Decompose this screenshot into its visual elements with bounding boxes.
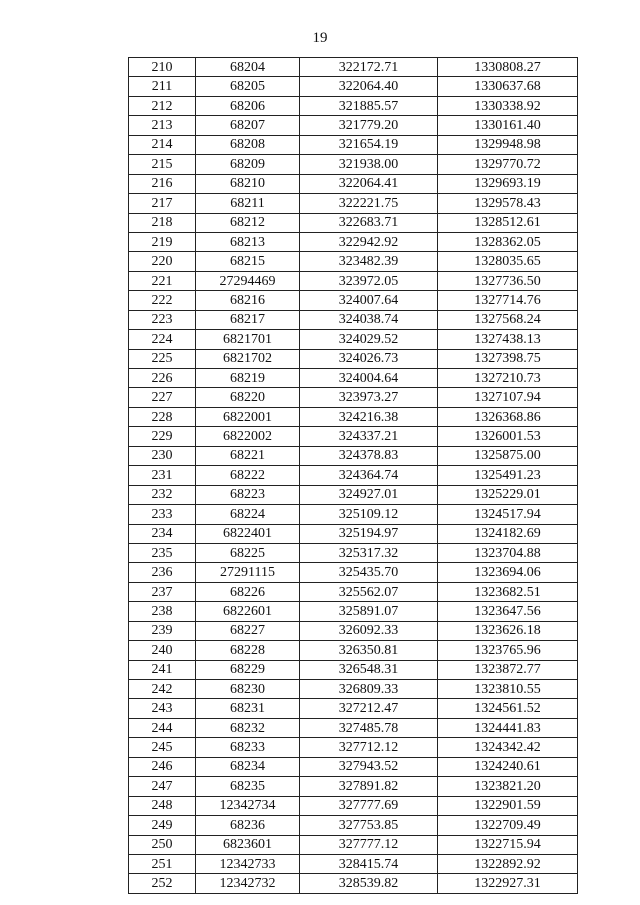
y-coordinate-cell: 1325491.23: [438, 466, 578, 485]
row-index-cell: 214: [129, 135, 196, 154]
x-coordinate-cell: 325891.07: [300, 602, 438, 621]
row-index-cell: 247: [129, 777, 196, 796]
point-id-cell: 68235: [196, 777, 300, 796]
x-coordinate-cell: 324004.64: [300, 369, 438, 388]
row-index-cell: 245: [129, 738, 196, 757]
row-index-cell: 238: [129, 602, 196, 621]
y-coordinate-cell: 1326001.53: [438, 427, 578, 446]
row-index-cell: 248: [129, 796, 196, 815]
x-coordinate-cell: 325435.70: [300, 563, 438, 582]
y-coordinate-cell: 1324240.61: [438, 757, 578, 776]
x-coordinate-cell: 327943.52: [300, 757, 438, 776]
table-row: [129, 388, 578, 407]
x-coordinate-cell: 322942.92: [300, 232, 438, 251]
y-coordinate-cell: 1323821.20: [438, 777, 578, 796]
table-row: [129, 641, 578, 660]
y-coordinate-cell: 1323682.51: [438, 582, 578, 601]
table-row: [129, 563, 578, 582]
table-row: [129, 349, 578, 368]
row-index-cell: 241: [129, 660, 196, 679]
x-coordinate-cell: 324026.73: [300, 349, 438, 368]
point-id-cell: 68221: [196, 446, 300, 465]
y-coordinate-cell: 1323647.56: [438, 602, 578, 621]
point-id-cell: 68223: [196, 485, 300, 504]
y-coordinate-cell: 1327107.94: [438, 388, 578, 407]
row-index-cell: 250: [129, 835, 196, 854]
x-coordinate-cell: 326809.33: [300, 680, 438, 699]
table-row: [129, 174, 578, 193]
row-index-cell: 227: [129, 388, 196, 407]
row-index-cell: 224: [129, 330, 196, 349]
row-index-cell: 228: [129, 407, 196, 426]
point-id-cell: 68232: [196, 718, 300, 737]
row-index-cell: 244: [129, 718, 196, 737]
y-coordinate-cell: 1324561.52: [438, 699, 578, 718]
row-index-cell: 212: [129, 96, 196, 115]
point-id-cell: 27294469: [196, 271, 300, 290]
table-row: [129, 543, 578, 562]
x-coordinate-cell: 324337.21: [300, 427, 438, 446]
table-row: [129, 330, 578, 349]
table-row: [129, 271, 578, 290]
row-index-cell: 215: [129, 155, 196, 174]
y-coordinate-cell: 1329948.98: [438, 135, 578, 154]
y-coordinate-cell: 1328512.61: [438, 213, 578, 232]
point-id-cell: 68205: [196, 77, 300, 96]
point-id-cell: 6821702: [196, 349, 300, 368]
y-coordinate-cell: 1322715.94: [438, 835, 578, 854]
x-coordinate-cell: 324364.74: [300, 466, 438, 485]
table-row: [129, 582, 578, 601]
point-id-cell: 12342732: [196, 874, 300, 893]
y-coordinate-cell: 1323765.96: [438, 641, 578, 660]
row-index-cell: 243: [129, 699, 196, 718]
row-index-cell: 240: [129, 641, 196, 660]
x-coordinate-cell: 327212.47: [300, 699, 438, 718]
table-row: [129, 796, 578, 815]
table-row: [129, 135, 578, 154]
row-index-cell: 211: [129, 77, 196, 96]
table-row: [129, 680, 578, 699]
y-coordinate-cell: 1322927.31: [438, 874, 578, 893]
point-id-cell: 12342733: [196, 854, 300, 873]
x-coordinate-cell: 327712.12: [300, 738, 438, 757]
x-coordinate-cell: 321779.20: [300, 116, 438, 135]
x-coordinate-cell: 328415.74: [300, 854, 438, 873]
table-row: [129, 466, 578, 485]
table-row: [129, 213, 578, 232]
x-coordinate-cell: 324216.38: [300, 407, 438, 426]
x-coordinate-cell: 323482.39: [300, 252, 438, 271]
point-id-cell: 68209: [196, 155, 300, 174]
x-coordinate-cell: 326350.81: [300, 641, 438, 660]
point-id-cell: 68211: [196, 194, 300, 213]
y-coordinate-cell: 1327736.50: [438, 271, 578, 290]
row-index-cell: 249: [129, 816, 196, 835]
row-index-cell: 239: [129, 621, 196, 640]
x-coordinate-cell: 321885.57: [300, 96, 438, 115]
row-index-cell: 226: [129, 369, 196, 388]
y-coordinate-cell: 1328035.65: [438, 252, 578, 271]
y-coordinate-cell: 1325875.00: [438, 446, 578, 465]
table-row: [129, 854, 578, 873]
y-coordinate-cell: 1329693.19: [438, 174, 578, 193]
y-coordinate-cell: 1329770.72: [438, 155, 578, 174]
y-coordinate-cell: 1330161.40: [438, 116, 578, 135]
table-row: [129, 699, 578, 718]
y-coordinate-cell: 1323810.55: [438, 680, 578, 699]
y-coordinate-cell: 1330338.92: [438, 96, 578, 115]
page-number: 19: [312, 30, 328, 46]
point-id-cell: 27291115: [196, 563, 300, 582]
x-coordinate-cell: 323972.05: [300, 271, 438, 290]
table-row: [129, 232, 578, 251]
row-index-cell: 252: [129, 874, 196, 893]
row-index-cell: 237: [129, 582, 196, 601]
point-id-cell: 68228: [196, 641, 300, 660]
row-index-cell: 231: [129, 466, 196, 485]
point-id-cell: 68207: [196, 116, 300, 135]
row-index-cell: 235: [129, 543, 196, 562]
table-row: [129, 816, 578, 835]
point-id-cell: 68217: [196, 310, 300, 329]
point-id-cell: 68215: [196, 252, 300, 271]
point-id-cell: 6822001: [196, 407, 300, 426]
table-row: [129, 58, 578, 77]
point-id-cell: 68220: [196, 388, 300, 407]
table-row: [129, 602, 578, 621]
row-index-cell: 246: [129, 757, 196, 776]
table-row: [129, 291, 578, 310]
x-coordinate-cell: 327753.85: [300, 816, 438, 835]
point-id-cell: 68212: [196, 213, 300, 232]
table-row: [129, 524, 578, 543]
point-id-cell: 68213: [196, 232, 300, 251]
y-coordinate-cell: 1324441.83: [438, 718, 578, 737]
row-index-cell: 219: [129, 232, 196, 251]
y-coordinate-cell: 1330637.68: [438, 77, 578, 96]
point-id-cell: 68229: [196, 660, 300, 679]
x-coordinate-cell: 322683.71: [300, 213, 438, 232]
row-index-cell: 234: [129, 524, 196, 543]
row-index-cell: 220: [129, 252, 196, 271]
row-index-cell: 218: [129, 213, 196, 232]
point-id-cell: 68210: [196, 174, 300, 193]
point-id-cell: 68226: [196, 582, 300, 601]
row-index-cell: 236: [129, 563, 196, 582]
table-row: [129, 427, 578, 446]
row-index-cell: 213: [129, 116, 196, 135]
y-coordinate-cell: 1322892.92: [438, 854, 578, 873]
point-id-cell: 68224: [196, 505, 300, 524]
x-coordinate-cell: 328539.82: [300, 874, 438, 893]
table-row: [129, 369, 578, 388]
y-coordinate-cell: 1322709.49: [438, 816, 578, 835]
y-coordinate-cell: 1323704.88: [438, 543, 578, 562]
row-index-cell: 242: [129, 680, 196, 699]
table-row: [129, 116, 578, 135]
x-coordinate-cell: 324927.01: [300, 485, 438, 504]
x-coordinate-cell: 324029.52: [300, 330, 438, 349]
y-coordinate-cell: 1327438.13: [438, 330, 578, 349]
row-index-cell: 210: [129, 58, 196, 77]
x-coordinate-cell: 325194.97: [300, 524, 438, 543]
x-coordinate-cell: 325562.07: [300, 582, 438, 601]
table-row: [129, 407, 578, 426]
x-coordinate-cell: 326092.33: [300, 621, 438, 640]
point-id-cell: 6822601: [196, 602, 300, 621]
x-coordinate-cell: 322064.40: [300, 77, 438, 96]
table-row: [129, 446, 578, 465]
row-index-cell: 232: [129, 485, 196, 504]
y-coordinate-cell: 1327398.75: [438, 349, 578, 368]
table-row: [129, 621, 578, 640]
table-row: [129, 155, 578, 174]
point-id-cell: 68236: [196, 816, 300, 835]
table-row: [129, 505, 578, 524]
x-coordinate-cell: 326548.31: [300, 660, 438, 679]
table-row: [129, 310, 578, 329]
x-coordinate-cell: 327777.69: [300, 796, 438, 815]
table-row: [129, 96, 578, 115]
table-row: [129, 757, 578, 776]
x-coordinate-cell: 324038.74: [300, 310, 438, 329]
row-index-cell: 233: [129, 505, 196, 524]
x-coordinate-cell: 327891.82: [300, 777, 438, 796]
x-coordinate-cell: 324007.64: [300, 291, 438, 310]
point-id-cell: 68234: [196, 757, 300, 776]
point-id-cell: 68230: [196, 680, 300, 699]
point-id-cell: 6821701: [196, 330, 300, 349]
point-id-cell: 68222: [196, 466, 300, 485]
point-id-cell: 68231: [196, 699, 300, 718]
table-row: [129, 485, 578, 504]
y-coordinate-cell: 1329578.43: [438, 194, 578, 213]
row-index-cell: 229: [129, 427, 196, 446]
x-coordinate-cell: 322064.41: [300, 174, 438, 193]
row-index-cell: 251: [129, 854, 196, 873]
point-id-cell: 68204: [196, 58, 300, 77]
point-id-cell: 6823601: [196, 835, 300, 854]
table-row: [129, 738, 578, 757]
x-coordinate-cell: 322172.71: [300, 58, 438, 77]
y-coordinate-cell: 1322901.59: [438, 796, 578, 815]
y-coordinate-cell: 1328362.05: [438, 232, 578, 251]
x-coordinate-cell: 324378.83: [300, 446, 438, 465]
table-row: [129, 77, 578, 96]
row-index-cell: 223: [129, 310, 196, 329]
point-id-cell: 6822401: [196, 524, 300, 543]
row-index-cell: 217: [129, 194, 196, 213]
table-row: [129, 660, 578, 679]
y-coordinate-cell: 1323626.18: [438, 621, 578, 640]
point-id-cell: 68216: [196, 291, 300, 310]
row-index-cell: 222: [129, 291, 196, 310]
y-coordinate-cell: 1325229.01: [438, 485, 578, 504]
x-coordinate-cell: 327485.78: [300, 718, 438, 737]
table-row: [129, 252, 578, 271]
point-id-cell: 68206: [196, 96, 300, 115]
table-row: [129, 874, 578, 893]
y-coordinate-cell: 1323872.77: [438, 660, 578, 679]
point-id-cell: 68208: [196, 135, 300, 154]
table-row: [129, 718, 578, 737]
point-id-cell: 68225: [196, 543, 300, 562]
y-coordinate-cell: 1324342.42: [438, 738, 578, 757]
table-row: [129, 777, 578, 796]
x-coordinate-cell: 327777.12: [300, 835, 438, 854]
y-coordinate-cell: 1324182.69: [438, 524, 578, 543]
x-coordinate-cell: 321654.19: [300, 135, 438, 154]
row-index-cell: 230: [129, 446, 196, 465]
y-coordinate-cell: 1330808.27: [438, 58, 578, 77]
y-coordinate-cell: 1327210.73: [438, 369, 578, 388]
table-row: [129, 835, 578, 854]
row-index-cell: 221: [129, 271, 196, 290]
row-index-cell: 225: [129, 349, 196, 368]
point-id-cell: 12342734: [196, 796, 300, 815]
table-row: [129, 194, 578, 213]
table-body: [129, 58, 578, 894]
point-id-cell: 6822002: [196, 427, 300, 446]
y-coordinate-cell: 1327714.76: [438, 291, 578, 310]
x-coordinate-cell: 325109.12: [300, 505, 438, 524]
x-coordinate-cell: 325317.32: [300, 543, 438, 562]
y-coordinate-cell: 1324517.94: [438, 505, 578, 524]
row-index-cell: 216: [129, 174, 196, 193]
point-id-cell: 68219: [196, 369, 300, 388]
x-coordinate-cell: 322221.75: [300, 194, 438, 213]
y-coordinate-cell: 1327568.24: [438, 310, 578, 329]
y-coordinate-cell: 1323694.06: [438, 563, 578, 582]
point-id-cell: 68233: [196, 738, 300, 757]
x-coordinate-cell: 321938.00: [300, 155, 438, 174]
coordinates-table: [128, 57, 578, 894]
y-coordinate-cell: 1326368.86: [438, 407, 578, 426]
x-coordinate-cell: 323973.27: [300, 388, 438, 407]
point-id-cell: 68227: [196, 621, 300, 640]
